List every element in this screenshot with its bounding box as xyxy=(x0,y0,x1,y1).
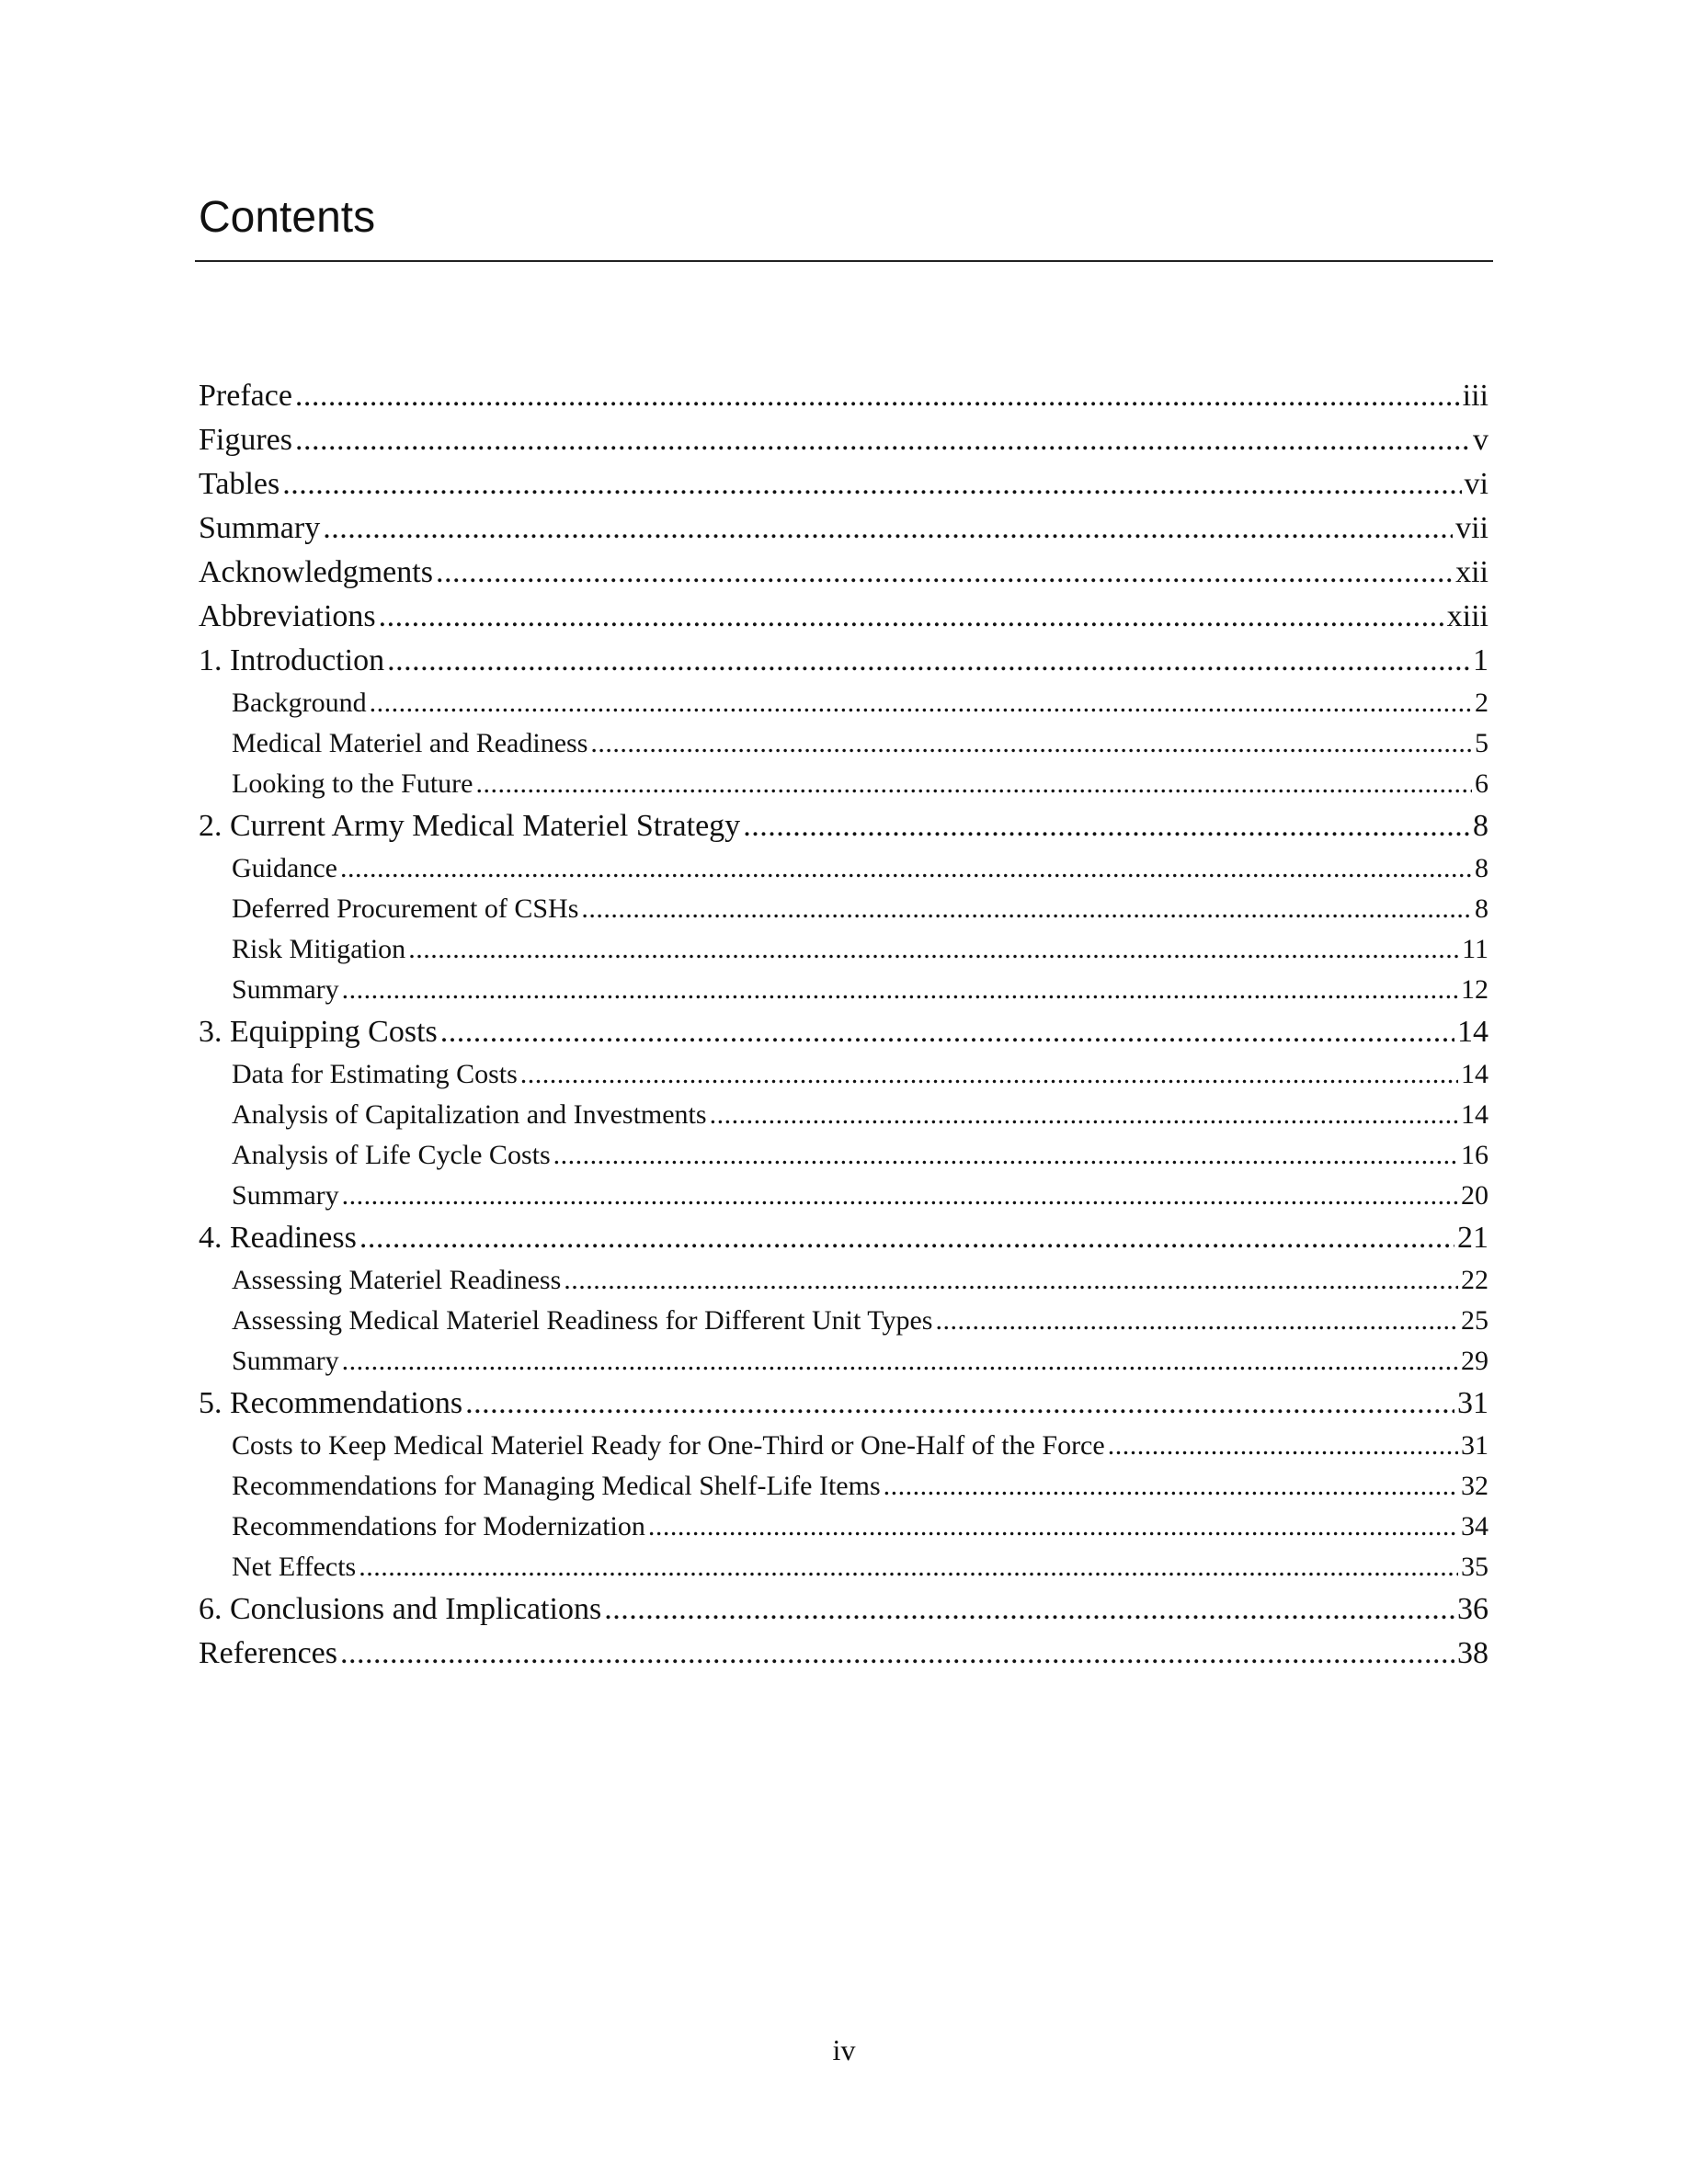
page-number: iv xyxy=(832,2033,856,2066)
toc-entry-page: 35 xyxy=(1461,1552,1488,1582)
toc-entry-page: xiii xyxy=(1446,599,1488,633)
toc-subsection-entry[interactable] xyxy=(199,1341,1488,1382)
dot-leader xyxy=(282,462,1461,506)
dot-leader xyxy=(590,723,1472,764)
toc-entry-page: 1 xyxy=(1473,643,1488,677)
toc-entry-page: 34 xyxy=(1461,1511,1488,1541)
toc-entry-label: Summary xyxy=(232,974,339,1005)
dot-leader xyxy=(295,418,1470,462)
toc-entry-page: 11 xyxy=(1462,934,1488,964)
toc-entry-page: 8 xyxy=(1475,853,1488,883)
dot-leader xyxy=(342,1341,1458,1382)
dot-leader xyxy=(581,889,1472,929)
toc-subsection-entry[interactable] xyxy=(199,970,1488,1010)
toc-subsection-entry[interactable] xyxy=(199,764,1488,804)
toc-subsection-entry[interactable] xyxy=(199,848,1488,889)
toc-entry-label: Assessing Medical Materiel Readiness for Different Unit Types xyxy=(232,1305,933,1336)
toc-entry-label: Medical Materiel and Readiness xyxy=(232,728,588,758)
toc-entry-label: Looking to the Future xyxy=(232,768,473,799)
dot-leader xyxy=(553,1135,1458,1176)
dot-leader xyxy=(295,374,1460,418)
toc-section-entry[interactable] xyxy=(199,639,1488,683)
toc-entry-page: vii xyxy=(1455,511,1488,545)
toc-entry-page: 6 xyxy=(1475,768,1488,799)
toc-entry-label: Abbreviations xyxy=(199,599,376,633)
toc-entry-page: 25 xyxy=(1461,1305,1488,1336)
toc-entry-label: Data for Estimating Costs xyxy=(232,1059,518,1089)
toc-section-entry[interactable] xyxy=(199,374,1488,418)
toc-section-entry[interactable] xyxy=(199,418,1488,462)
toc-subsection-entry[interactable] xyxy=(199,1426,1488,1466)
dot-leader xyxy=(359,1216,1454,1260)
toc-entry-page: 22 xyxy=(1461,1265,1488,1295)
toc-section-entry[interactable] xyxy=(199,1382,1488,1426)
toc-entry-page: vi xyxy=(1464,467,1488,501)
toc-section-entry[interactable] xyxy=(199,1632,1488,1676)
toc-entry-label: Summary xyxy=(232,1180,339,1211)
toc-entry-label: Risk Mitigation xyxy=(232,934,406,964)
toc-section-entry[interactable] xyxy=(199,1216,1488,1260)
dot-leader xyxy=(520,1054,1458,1095)
toc-subsection-entry[interactable] xyxy=(199,1466,1488,1507)
toc-section-entry[interactable] xyxy=(199,462,1488,506)
toc-subsection-entry[interactable] xyxy=(199,683,1488,723)
toc-section-entry[interactable] xyxy=(199,551,1488,595)
dot-leader xyxy=(743,804,1470,848)
toc-section-entry[interactable] xyxy=(199,595,1488,639)
toc-entry-page: 8 xyxy=(1473,809,1488,843)
toc-subsection-entry[interactable] xyxy=(199,1135,1488,1176)
dot-leader xyxy=(648,1507,1458,1547)
toc-subsection-entry[interactable] xyxy=(199,1054,1488,1095)
toc-entry-label: 5. Recommendations xyxy=(199,1386,463,1420)
dot-leader xyxy=(323,506,1453,551)
toc-subsection-entry[interactable] xyxy=(199,723,1488,764)
title-rule xyxy=(195,260,1493,262)
dot-leader xyxy=(342,1176,1458,1216)
toc-entry-label: 4. Readiness xyxy=(199,1221,357,1255)
toc-entry-label: Recommendations for Managing Medical Shelf-Life Items xyxy=(232,1471,881,1501)
toc-subsection-entry[interactable] xyxy=(199,1301,1488,1341)
toc-entry-page: 14 xyxy=(1461,1059,1488,1089)
dot-leader xyxy=(475,764,1472,804)
toc-entry-label: Tables xyxy=(199,467,280,501)
toc-section-entry[interactable] xyxy=(199,804,1488,848)
toc-entry-page: v xyxy=(1473,423,1488,457)
dot-leader xyxy=(1108,1426,1458,1466)
dot-leader xyxy=(465,1382,1454,1426)
toc-entry-page: 16 xyxy=(1461,1140,1488,1170)
dot-leader xyxy=(710,1095,1458,1135)
toc-entry-label: 1. Introduction xyxy=(199,643,385,677)
toc-entry-page: 5 xyxy=(1475,728,1488,758)
table-of-contents xyxy=(199,374,1488,1676)
toc-subsection-entry[interactable] xyxy=(199,1507,1488,1547)
toc-section-entry[interactable] xyxy=(199,506,1488,551)
toc-entry-label: Figures xyxy=(199,423,292,457)
dot-leader xyxy=(340,1632,1454,1676)
toc-entry-page: 12 xyxy=(1461,974,1488,1005)
toc-section-entry[interactable] xyxy=(199,1587,1488,1632)
toc-subsection-entry[interactable] xyxy=(199,1260,1488,1301)
toc-entry-label: 2. Current Army Medical Materiel Strategy xyxy=(199,809,741,843)
toc-entry-label: Analysis of Life Cycle Costs xyxy=(232,1140,551,1170)
toc-entry-label: Preface xyxy=(199,379,292,413)
dot-leader xyxy=(379,595,1444,639)
toc-entry-label: Background xyxy=(232,688,367,718)
toc-entry-label: Assessing Materiel Readiness xyxy=(232,1265,562,1295)
toc-entry-label: Recommendations for Modernization xyxy=(232,1511,645,1541)
toc-entry-page: 14 xyxy=(1457,1015,1488,1049)
toc-entry-page: 36 xyxy=(1457,1592,1488,1626)
toc-entry-label: Summary xyxy=(199,511,321,545)
toc-entry-page: 32 xyxy=(1461,1471,1488,1501)
toc-entry-label: 6. Conclusions and Implications xyxy=(199,1592,602,1626)
toc-entry-label: Deferred Procurement of CSHs xyxy=(232,893,579,924)
dot-leader xyxy=(436,551,1453,595)
toc-entry-label: Acknowledgments xyxy=(199,555,433,589)
toc-subsection-entry[interactable] xyxy=(199,1095,1488,1135)
toc-entry-label: Analysis of Capitalization and Investments xyxy=(232,1099,707,1130)
toc-entry-label: References xyxy=(199,1636,338,1670)
dot-leader xyxy=(340,848,1472,889)
dot-leader xyxy=(370,683,1472,723)
toc-entry-page: 20 xyxy=(1461,1180,1488,1211)
toc-entry-page: 29 xyxy=(1461,1346,1488,1376)
dot-leader xyxy=(440,1010,1454,1054)
toc-entry-page: 38 xyxy=(1457,1636,1488,1670)
toc-section-entry[interactable] xyxy=(199,1010,1488,1054)
page-title: Contents xyxy=(199,193,376,242)
toc-subsection-entry[interactable] xyxy=(199,929,1488,970)
toc-subsection-entry[interactable] xyxy=(199,1547,1488,1587)
dot-leader xyxy=(935,1301,1458,1341)
dot-leader xyxy=(604,1587,1454,1632)
dot-leader xyxy=(387,639,1470,683)
toc-entry-label: 3. Equipping Costs xyxy=(199,1015,438,1049)
toc-entry-page: xii xyxy=(1455,555,1488,589)
toc-subsection-entry[interactable] xyxy=(199,1176,1488,1216)
dot-leader xyxy=(884,1466,1458,1507)
toc-entry-page: 2 xyxy=(1475,688,1488,718)
dot-leader xyxy=(359,1547,1458,1587)
dot-leader xyxy=(408,929,1459,970)
toc-entry-label: Summary xyxy=(232,1346,339,1376)
toc-entry-label: Costs to Keep Medical Materiel Ready for One-Third or One-Half of the Force xyxy=(232,1430,1105,1461)
toc-entry-page: 8 xyxy=(1475,893,1488,924)
toc-entry-page: 31 xyxy=(1457,1386,1488,1420)
toc-entry-page: 21 xyxy=(1457,1221,1488,1255)
toc-entry-label: Net Effects xyxy=(232,1552,357,1582)
toc-entry-page: 31 xyxy=(1461,1430,1488,1461)
dot-leader xyxy=(342,970,1458,1010)
toc-entry-label: Guidance xyxy=(232,853,337,883)
toc-entry-page: iii xyxy=(1462,379,1488,413)
toc-entry-page: 14 xyxy=(1461,1099,1488,1130)
dot-leader xyxy=(564,1260,1458,1301)
toc-subsection-entry[interactable] xyxy=(199,889,1488,929)
